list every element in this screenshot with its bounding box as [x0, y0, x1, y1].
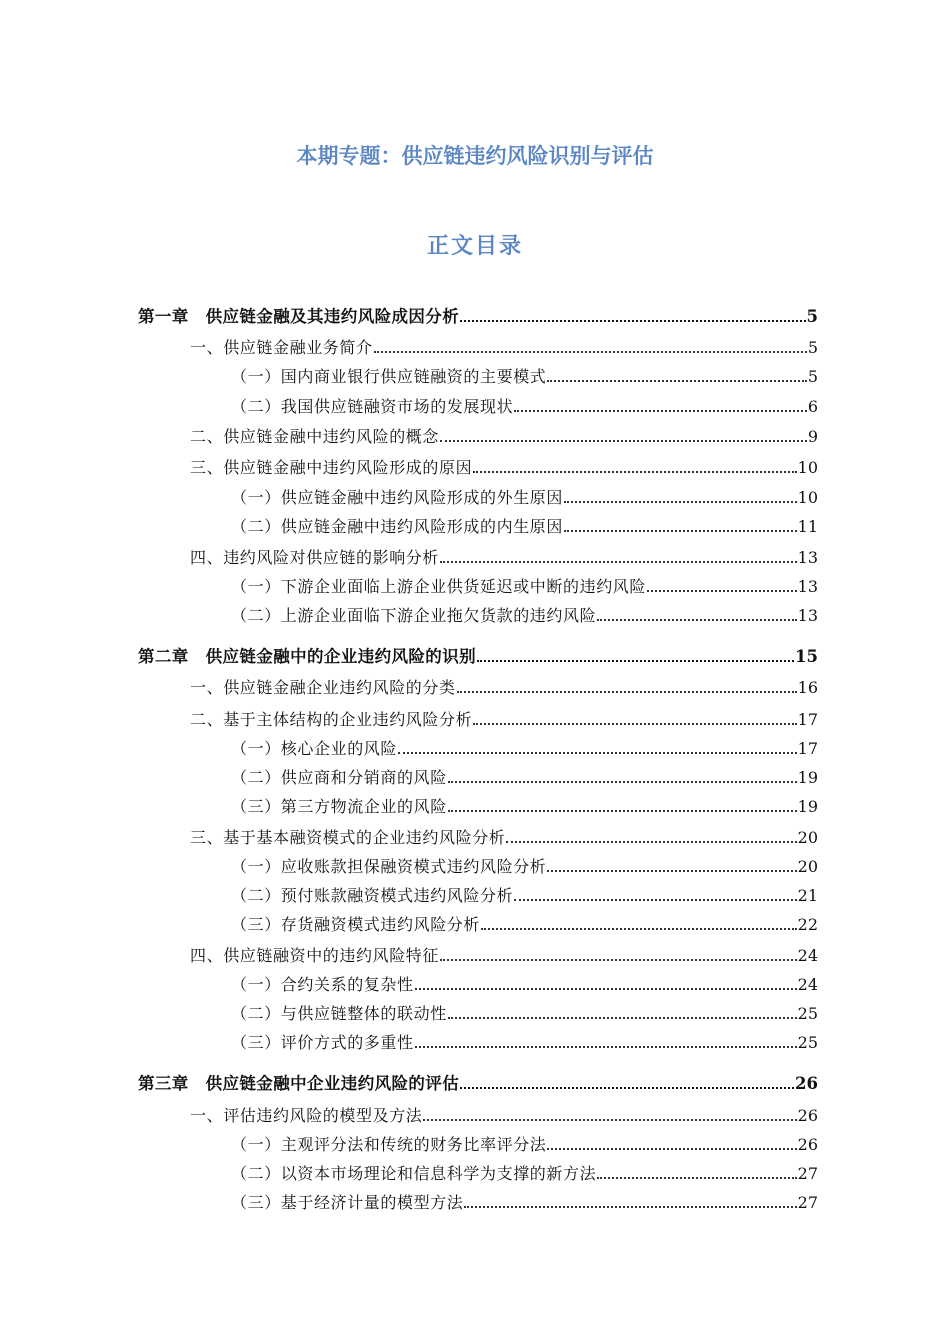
- toc-entry[interactable]: [138, 1189, 818, 1213]
- dot-leader: [647, 590, 797, 592]
- toc-page-number: 6: [807, 397, 818, 416]
- toc-page-number: 13: [797, 577, 818, 596]
- toc-entry-label: （一）供应链金融中违约风险形成的外生原因: [231, 488, 564, 507]
- dot-leader: [457, 691, 797, 693]
- toc-entry-label: （二）与供应链整体的联动性: [231, 1004, 447, 1023]
- toc-page-number: 26: [797, 1106, 818, 1125]
- toc-entry[interactable]: [138, 1160, 818, 1184]
- toc-page-number: 27: [797, 1193, 818, 1212]
- toc-page-number: 19: [797, 797, 818, 816]
- toc-chapter-entry[interactable]: [138, 303, 818, 327]
- toc-entry-label: 二、基于主体结构的企业违约风险分析: [190, 710, 473, 729]
- dot-leader: [597, 619, 796, 621]
- dot-leader: [374, 351, 807, 353]
- toc-entry-label: （二）我国供应链融资市场的发展现状: [231, 397, 514, 416]
- toc-page-number: 5: [807, 367, 818, 386]
- toc-entry[interactable]: [138, 1000, 818, 1024]
- toc-entry[interactable]: [138, 764, 818, 788]
- toc-page-number: 24: [797, 946, 818, 965]
- toc-entry-label: （二）供应链金融中违约风险形成的内生原因: [231, 517, 564, 536]
- dot-leader: [514, 410, 807, 412]
- toc-entry-label: （二）供应商和分销商的风险: [231, 768, 447, 787]
- toc-entry[interactable]: [138, 793, 818, 817]
- toc-entry-label: 一、评估违约风险的模型及方法: [190, 1106, 423, 1125]
- dot-leader: [423, 1119, 796, 1121]
- toc-entry[interactable]: [138, 573, 818, 597]
- dot-leader: [440, 959, 797, 961]
- toc-entry[interactable]: [138, 882, 818, 906]
- toc-entry[interactable]: [138, 971, 818, 995]
- dot-leader: [460, 1087, 794, 1089]
- toc-page-number: 19: [797, 768, 818, 787]
- toc-page-number: 22: [797, 915, 818, 934]
- toc-entry-label: 一、供应链金融企业违约风险的分类: [190, 678, 456, 697]
- dot-leader: [448, 1017, 797, 1019]
- toc-page-number: 11: [797, 517, 818, 536]
- dot-leader: [448, 781, 797, 783]
- toc-entry-label: 二、供应链金融中违约风险的概念: [190, 427, 440, 446]
- dot-leader: [398, 752, 797, 754]
- toc-entry[interactable]: [138, 544, 818, 568]
- toc-entry-label: （三）存货融资模式违约风险分析: [231, 915, 481, 934]
- dot-leader: [547, 870, 796, 872]
- toc-entry-label: 三、基于基本融资模式的企业违约风险分析: [190, 828, 506, 847]
- dot-leader: [547, 380, 806, 382]
- toc-entry-label: 四、供应链融资中的违约风险特征: [190, 946, 440, 965]
- toc-page-number: 13: [797, 606, 818, 625]
- toc-entry[interactable]: [138, 363, 818, 387]
- toc-entry-label: 第二章 供应链金融中的企业违约风险的识别: [138, 647, 476, 666]
- dot-leader: [547, 1148, 796, 1150]
- toc-entry[interactable]: [138, 1131, 818, 1155]
- toc-entry[interactable]: [138, 1102, 818, 1126]
- toc-page-number: 9: [807, 427, 818, 446]
- toc-entry-label: （二）以资本市场理论和信息科学为支撑的新方法: [231, 1164, 597, 1183]
- toc-entry-label: （一）核心企业的风险: [231, 739, 398, 758]
- toc-entry-label: 三、供应链金融中违约风险形成的原因: [190, 458, 473, 477]
- dot-leader: [415, 988, 797, 990]
- toc-entry[interactable]: [138, 602, 818, 626]
- toc-entry[interactable]: [138, 513, 818, 537]
- dot-leader: [514, 899, 796, 901]
- toc-page-number: 20: [797, 857, 818, 876]
- toc-entry[interactable]: [138, 334, 818, 358]
- toc-entry-label: （三）基于经济计量的模型方法: [231, 1193, 464, 1212]
- topic-title: 本期专题：供应链违约风险识别与评估: [296, 143, 654, 168]
- dot-leader: [477, 660, 794, 662]
- toc-entry[interactable]: [138, 484, 818, 508]
- toc-page-number: 5: [806, 307, 818, 326]
- dot-leader: [464, 1206, 796, 1208]
- toc-page-number: 26: [797, 1135, 818, 1154]
- toc-page-number: 25: [797, 1004, 818, 1023]
- toc-chapter-entry[interactable]: [138, 643, 818, 667]
- dot-leader: [440, 561, 797, 563]
- toc-page-number: 15: [795, 647, 818, 666]
- toc-page-number: 20: [797, 828, 818, 847]
- toc-entry[interactable]: [138, 454, 818, 478]
- dot-leader: [564, 501, 797, 503]
- toc-entry-label: 第一章 供应链金融及其违约风险成因分析: [138, 307, 460, 326]
- toc-heading: 正文目录: [426, 233, 523, 259]
- toc-entry-label: （一）下游企业面临上游企业供货延迟或中断的违约风险: [231, 577, 647, 596]
- toc-page-number: 10: [797, 488, 818, 507]
- toc-page-number: 17: [797, 739, 818, 758]
- toc-entry-label: （一）应收账款担保融资模式违约风险分析: [231, 857, 547, 876]
- toc-entry[interactable]: [138, 1029, 818, 1053]
- dot-leader: [473, 471, 796, 473]
- toc-entry-label: （二）预付账款融资模式违约风险分析: [231, 886, 514, 905]
- toc-page-number: 5: [807, 338, 818, 357]
- toc-entry-label: （一）国内商业银行供应链融资的主要模式: [231, 367, 547, 386]
- toc-page-number: 26: [795, 1074, 818, 1093]
- toc-entry[interactable]: [138, 706, 818, 730]
- toc-chapter-entry[interactable]: [138, 1070, 818, 1094]
- toc-entry-label: 一、供应链金融业务简介: [190, 338, 373, 357]
- dot-leader: [415, 1046, 797, 1048]
- toc-page-number: 10: [797, 458, 818, 477]
- dot-leader: [481, 928, 797, 930]
- dot-leader: [460, 320, 805, 322]
- toc-page-number: 17: [797, 710, 818, 729]
- toc-entry[interactable]: [138, 674, 818, 698]
- toc-entry[interactable]: [138, 824, 818, 848]
- toc-entry-label: （一）主观评分法和传统的财务比率评分法: [231, 1135, 547, 1154]
- toc-entry[interactable]: [138, 911, 818, 935]
- toc-page-number: 13: [797, 548, 818, 567]
- toc-page-number: 16: [797, 678, 818, 697]
- toc-entry-label: （三）第三方物流企业的风险: [231, 797, 447, 816]
- dot-leader: [473, 723, 796, 725]
- dot-leader: [564, 530, 797, 532]
- toc-page-number: 27: [797, 1164, 818, 1183]
- toc-entry-label: （二）上游企业面临下游企业拖欠货款的违约风险: [231, 606, 597, 625]
- toc-entry-label: （一）合约关系的复杂性: [231, 975, 414, 994]
- dot-leader: [597, 1177, 796, 1179]
- toc-page-number: 24: [797, 975, 818, 994]
- toc-entry-label: （三）评价方式的多重性: [231, 1033, 414, 1052]
- dot-leader: [448, 810, 797, 812]
- toc-entry[interactable]: [138, 423, 818, 447]
- toc-entry-label: 第三章 供应链金融中企业违约风险的评估: [138, 1074, 460, 1093]
- toc-page-number: 21: [797, 886, 818, 905]
- toc-entry[interactable]: [138, 853, 818, 877]
- toc-entry[interactable]: [138, 393, 818, 417]
- dot-leader: [440, 440, 807, 442]
- toc-entry-label: 四、违约风险对供应链的影响分析: [190, 548, 440, 567]
- toc-page-number: 25: [797, 1033, 818, 1052]
- dot-leader: [506, 841, 796, 843]
- toc-entry[interactable]: [138, 942, 818, 966]
- toc-entry[interactable]: [138, 735, 818, 759]
